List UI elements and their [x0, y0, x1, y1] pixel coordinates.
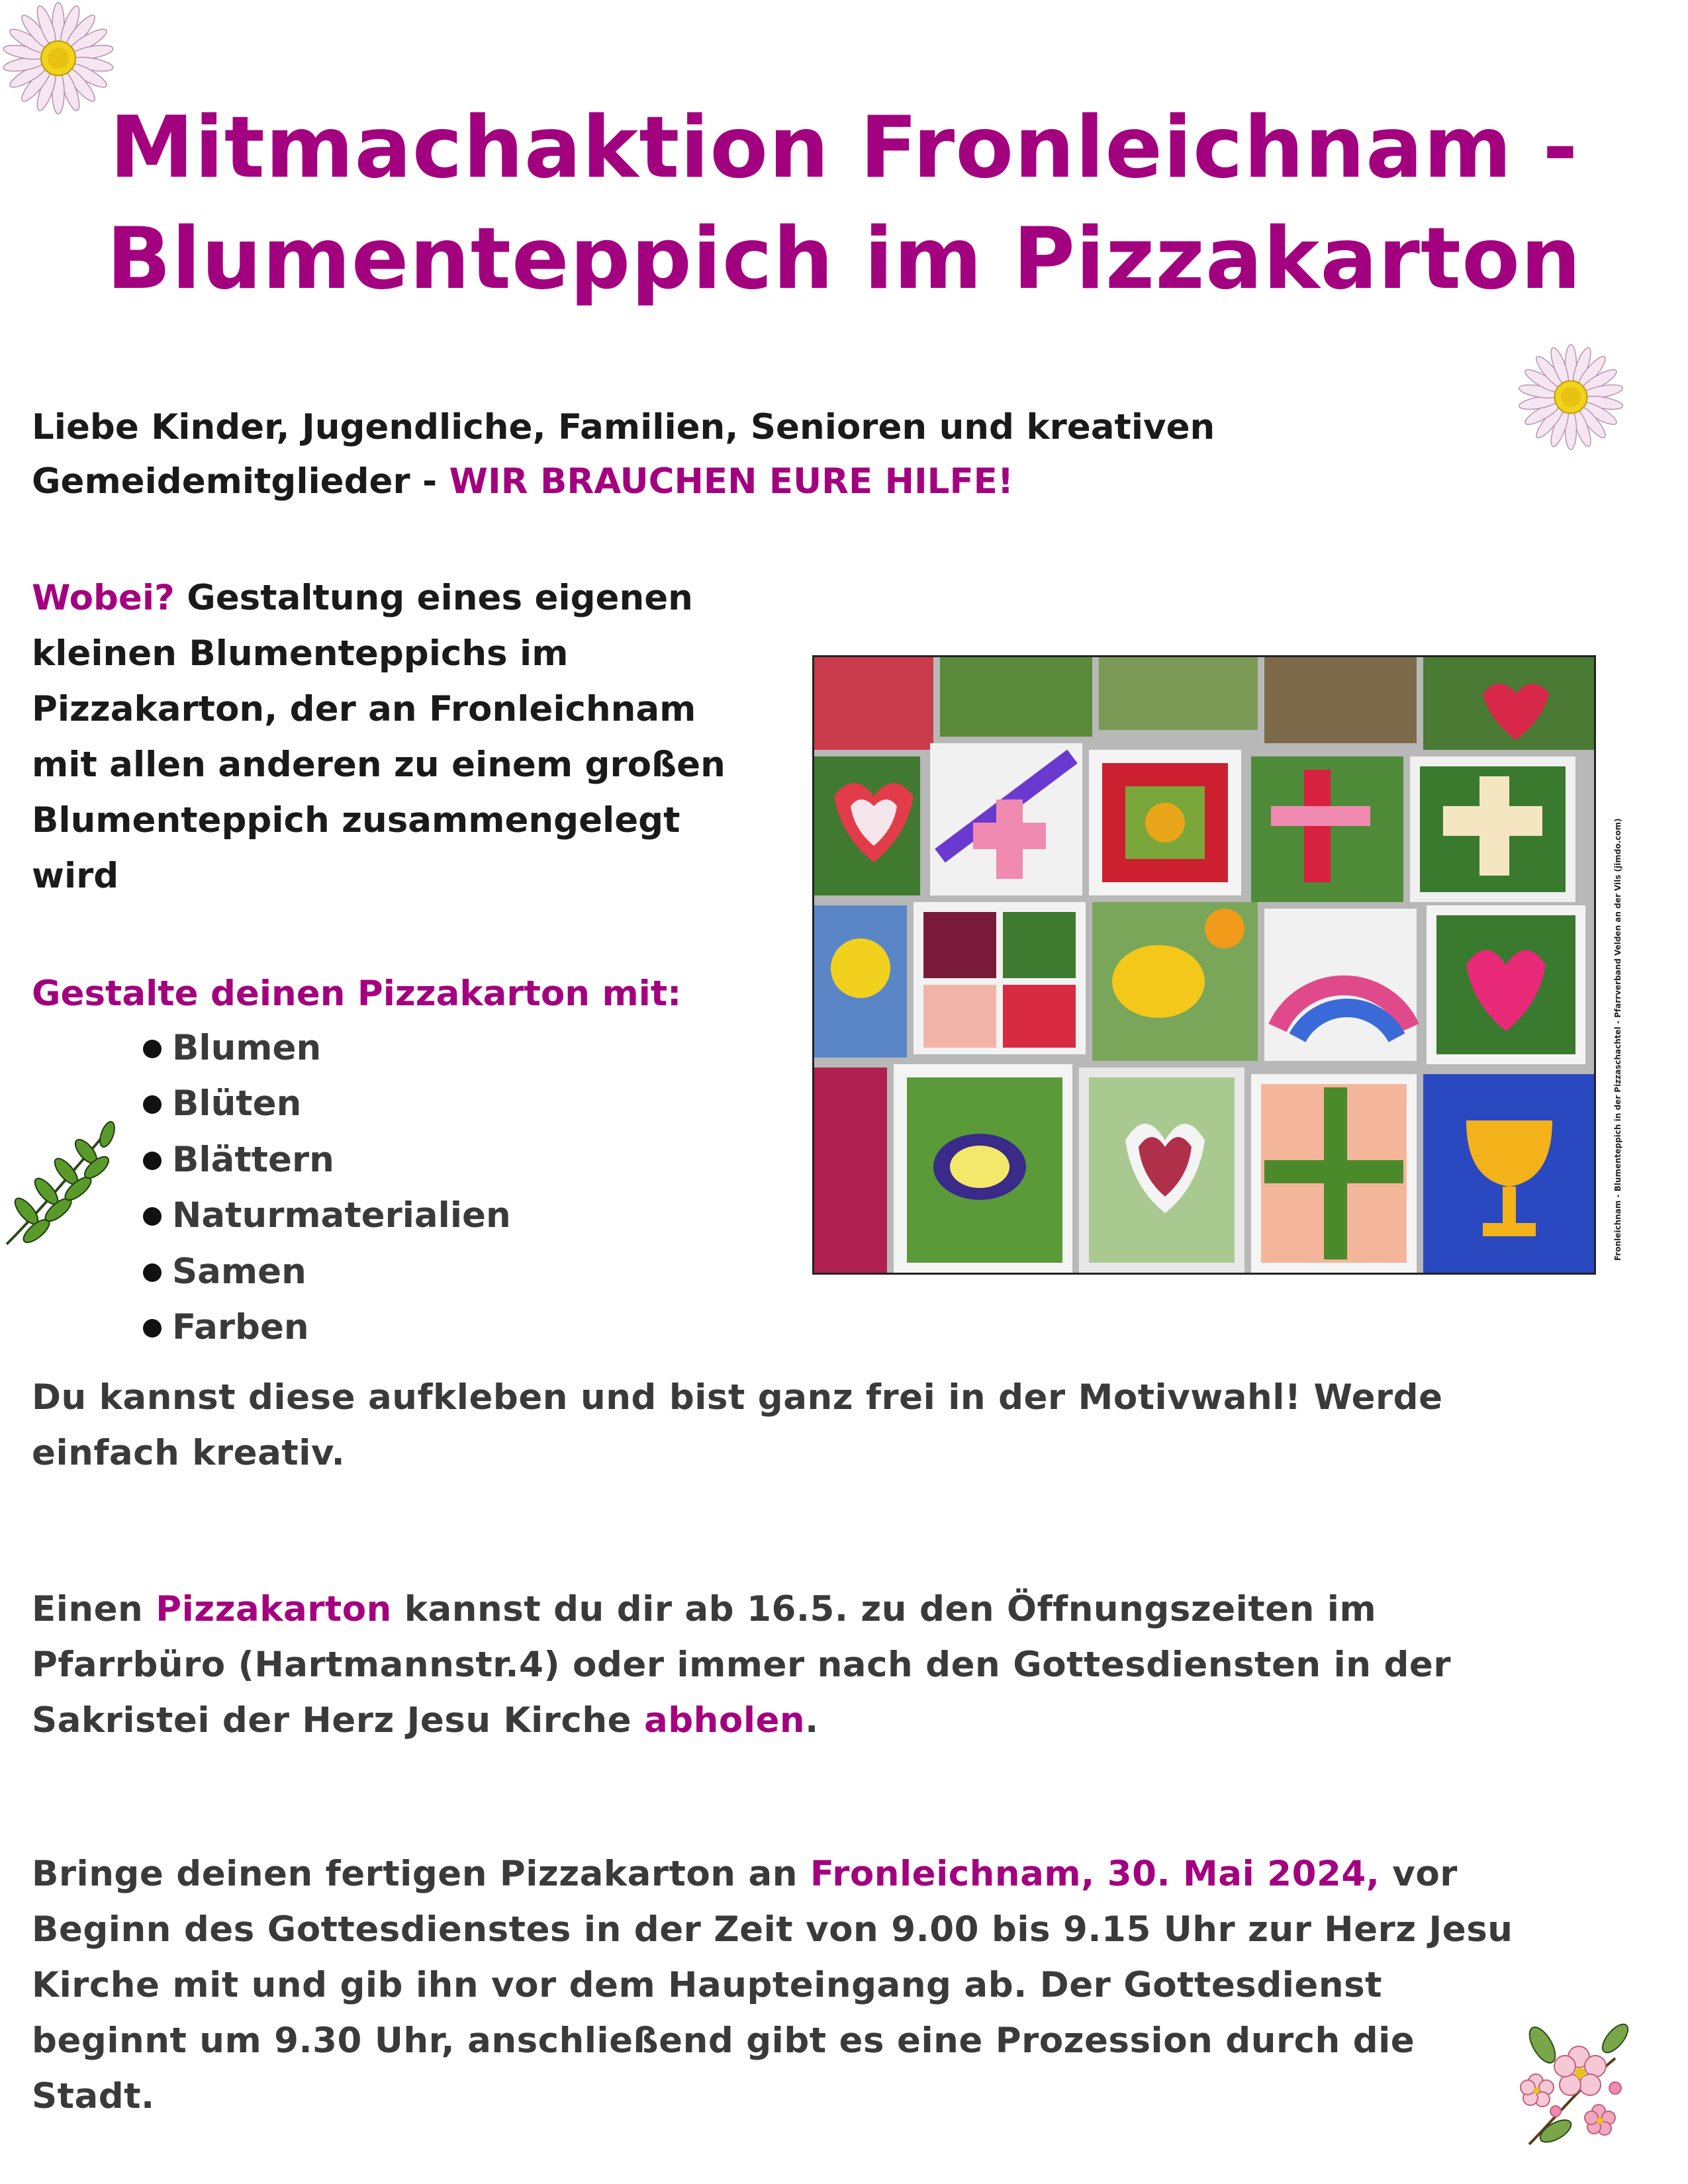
list-item	[139, 1132, 511, 1188]
list-item-label: Blüten	[172, 1083, 302, 1124]
gestalte-heading: Gestalte deinen Pizzakarton mit:	[32, 974, 682, 1014]
list-item-label: Blättern	[172, 1139, 334, 1180]
apple-blossom-icon	[1516, 2019, 1635, 2151]
wobei-line-1	[32, 570, 813, 626]
paragraph-2-line-2: Pfarrbüro (Hartmannstr.4) oder immer nach den Gottesdiensten in der	[32, 1645, 1451, 1685]
wobei-line-3: Pizzakarton, der an Fronleichnam	[32, 689, 696, 729]
paragraph-3-line-1	[32, 1846, 1640, 1902]
highlight-pizzakarton: Pizzakarton	[156, 1589, 392, 1629]
paragraph-1-line-1: Du kannst diese aufkleben und bist ganz frei in der Motivwahl! Werde	[32, 1377, 1443, 1418]
list-item	[139, 1300, 511, 1355]
wobei-section	[32, 570, 813, 904]
highlight-date: Fronleichnam, 30. Mai 2024,	[810, 1854, 1380, 1894]
intro-line-1: Liebe Kinder, Jugendliche, Familien, Senioren und kreativen	[32, 407, 1215, 447]
bullet-icon	[143, 1152, 162, 1170]
page-title	[0, 93, 1688, 315]
list-item-label: Farben	[172, 1307, 309, 1348]
paragraph-2-text: .	[805, 1700, 819, 1741]
paragraph-2-line-3	[32, 1693, 1640, 1749]
wobei-line-5: Blumenteppich zusammengelegt	[32, 800, 680, 841]
intro-text	[32, 400, 1215, 509]
highlight-abholen: abholen	[643, 1700, 806, 1741]
paragraph-abholen	[32, 1582, 1640, 1749]
title-line-2: Blumenteppich im Pizzakarton	[106, 210, 1582, 308]
paragraph-3-line-3: Kirche mit und gib ihn vor dem Haupteingang ab. Der Gottesdienst	[32, 1965, 1382, 2005]
paragraph-3-text: Bringe deinen fertigen Pizzakarton an	[32, 1854, 810, 1894]
paragraph-3-text: vor	[1380, 1854, 1458, 1894]
list-item	[139, 1188, 511, 1244]
wobei-line-4: mit allen anderen zu einem großen	[32, 745, 726, 785]
list-item-label: Naturmaterialien	[172, 1195, 511, 1236]
daisy-icon	[1515, 341, 1627, 453]
wobei-line-6: wird	[32, 856, 119, 896]
paragraph-3-line-5: Stadt.	[32, 2076, 155, 2116]
paragraph-2-text: Einen	[32, 1589, 156, 1629]
intro-line-2-prefix: Gemeidemitglieder -	[32, 461, 449, 502]
flower-carpet-illustration	[814, 657, 1594, 1273]
wobei-line-1-rest: Gestaltung eines eigenen	[174, 578, 693, 618]
photo-credit: Fronleichnam - Blumenteppich in der Pizzaschachtel - Pfarrverband Velden an der Vils (jimdo.com)	[1613, 818, 1622, 1261]
leaf-branch-icon	[0, 1118, 119, 1251]
paragraph-3-line-2: Beginn des Gottesdienstes in der Zeit von 9.00 bis 9.15 Uhr zur Herz Jesu	[32, 1909, 1513, 1950]
paragraph-3-line-4: beginnt um 9.30 Uhr, anschließend gibt es eine Prozession durch die	[32, 2021, 1415, 2061]
list-item	[139, 1244, 511, 1300]
intro-highlight: WIR BRAUCHEN EURE HILFE!	[449, 461, 1014, 502]
title-line-1: Mitmachaktion Fronleichnam -	[109, 99, 1579, 197]
list-item	[139, 1021, 511, 1076]
flower-carpet-photo	[812, 655, 1596, 1275]
paragraph-2-text: Sakristei der Herz Jesu Kirche	[32, 1700, 644, 1741]
material-list	[139, 1021, 511, 1355]
bullet-icon	[143, 1040, 162, 1058]
paragraph-abgabe	[32, 1846, 1640, 2124]
wobei-label: Wobei?	[32, 578, 175, 618]
list-item-label: Samen	[172, 1251, 306, 1292]
list-item	[139, 1076, 511, 1132]
paragraph-2-line-1	[32, 1582, 1640, 1637]
paragraph-motivwahl	[32, 1370, 1640, 1481]
bullet-icon	[143, 1263, 162, 1282]
paragraph-2-text: kannst du dir ab 16.5. zu den Öffnungszeiten im	[391, 1589, 1377, 1629]
bullet-icon	[143, 1095, 162, 1114]
intro-line-2	[32, 455, 1215, 509]
bullet-icon	[143, 1319, 162, 1338]
wobei-line-2: kleinen Blumenteppichs im	[32, 633, 569, 674]
bullet-icon	[143, 1207, 162, 1226]
list-item-label: Blumen	[172, 1028, 322, 1068]
paragraph-1-line-2: einfach kreativ.	[32, 1433, 346, 1473]
